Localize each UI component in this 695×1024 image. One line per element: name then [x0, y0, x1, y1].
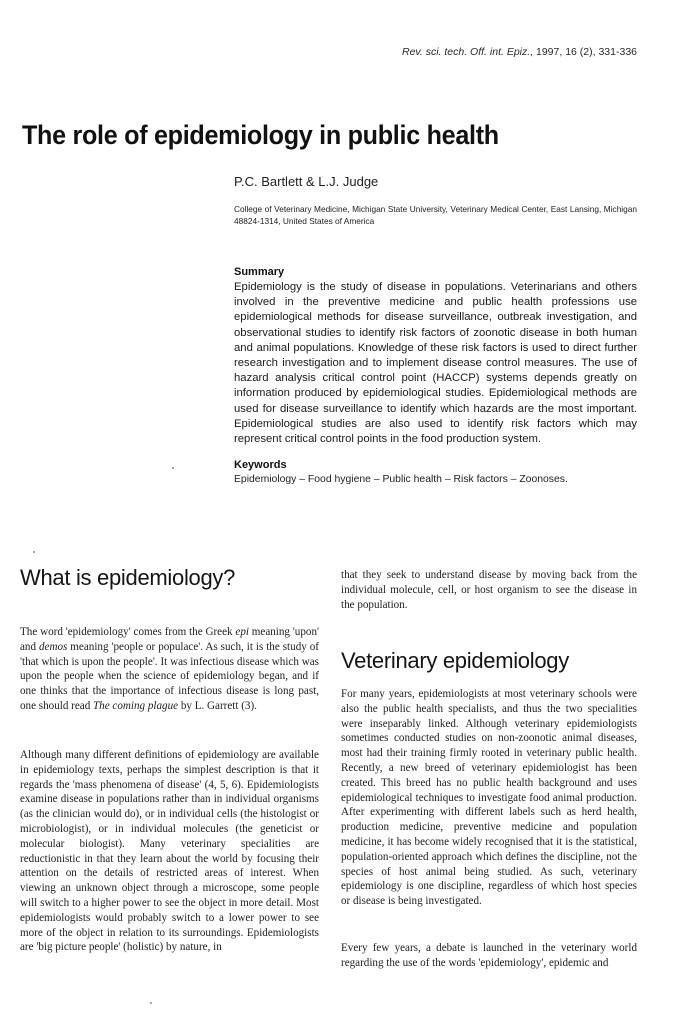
paper-title: The role of epidemiology in public health	[22, 120, 499, 150]
section2-paragraph-2: Every few years, a debate is launched in the veterinary world regarding the use of the words 'epidemiology', epidemic and	[341, 942, 637, 969]
section-heading-veterinary-epidemiology: Veterinary epidemiology	[341, 648, 569, 673]
text-run: The word 'epidemiology' comes from the Greek	[20, 626, 236, 638]
section1-paragraph-1	[20, 625, 319, 714]
italic-term: demos	[38, 640, 68, 653]
text-run: by L. Garrett (3).	[178, 699, 257, 712]
section2-paragraph-1: For many years, epidemiologists at most veterinary schools were also the public health specialists, and thus the two specialities were inseparably linked. Although veterinary epidemiologists sometimes conducted studies on non-zoonotic animal diseases, most had their training firmly rooted in veterinary public health. Recently, a new breed of veterinary epidemiologist has been created. This breed has no public health background and uses epidemiological techniques to investigate food animal production. After experimenting with different labels such as herd health, production medicine, preventive medicine and population medicine, it has become widely recognised that it is the statistical, population-oriented approach which defines the discipline, not the species of host animal being studied. As such, veterinary epidemiology is one discipline, regardless of which host species or disease is being investigated.	[341, 688, 637, 908]
authors: P.C. Bartlett & L.J. Judge	[234, 174, 379, 189]
summary-text: Epidemiology is the study of disease in populations. Veterinarians and others involved in the preventive medicine and public health professions use epidemiological methods for disease surveillance, outbreak investigation, and observational studies to identify risk factors of zoonotic disease in both human and animal populations. Knowledge of these risk factors is used to direct further research investigation and to implement disease control measures. The use of hazard analysis critical control point (HACCP) systems depends greatly on information produced by epidemiological studies. Epidemiological methods are used for disease surveillance to identify which hazards are the most important. Epidemiological studies are also used to identify risk factors which may represent critical control points in the food production system.	[234, 281, 637, 446]
journal-name: Rev. sci. tech. Off. int. Epiz.	[401, 46, 531, 58]
text-run: meaning 'people or populace'. As such, it is the study of 'that which is upon the people'. It was infectious disease which was upon the people when the science of epidemiology began, and if one thinks that the importance of infectious disease is long past, one should read	[20, 640, 319, 712]
text-run: meaning 'upon' and	[20, 626, 319, 653]
section1-paragraph-2: Although many different definitions of epidemiology are available in epidemiology texts, perhaps the simplest description is that it regards the 'mass phenomena of disease' (4, 5, 6). Epidemiologists examine disease in populations rather than in individual organisms (as the clinician would do), or in individual cells (the histologist or microbiologist), or in individual molecules (the geneticist or molecular biologist). Many veterinary specialities are reductionistic in that they learn about the world by focusing their attention on the details of restricted areas of interest. When viewing an unknown object through a microscope, some people will switch to a higher power to see the object in more detail. Most epidemiologists would probably switch to a lower power to see more of the object in relation to its surroundings. Epidemiologists are 'big picture people' (holistic) by nature, in	[20, 749, 319, 954]
italic-term: epi	[235, 626, 249, 638]
scan-speck	[172, 467, 174, 469]
italic-book-title: The coming plague	[93, 699, 179, 712]
scan-speck	[33, 551, 35, 553]
citation-details: , 1997, 16 (2), 331-336	[530, 46, 637, 58]
citation	[402, 46, 637, 58]
scan-speck	[150, 1002, 152, 1004]
section1-paragraph-3: that they seek to understand disease by moving back from the individual molecule, cell, or host organism to see the disease in the population.	[341, 569, 637, 611]
keywords-text: Epidemiology – Food hygiene – Public health – Risk factors – Zoonoses.	[234, 474, 568, 485]
keywords-heading: Keywords	[234, 459, 287, 471]
section-heading-what-is-epidemiology: What is epidemiology?	[20, 565, 236, 590]
affiliation: College of Veterinary Medicine, Michigan State University, Veterinary Medical Center, East Lansing, Michigan 48824-1314, United States of America	[234, 204, 637, 226]
summary-heading: Summary	[234, 266, 285, 278]
